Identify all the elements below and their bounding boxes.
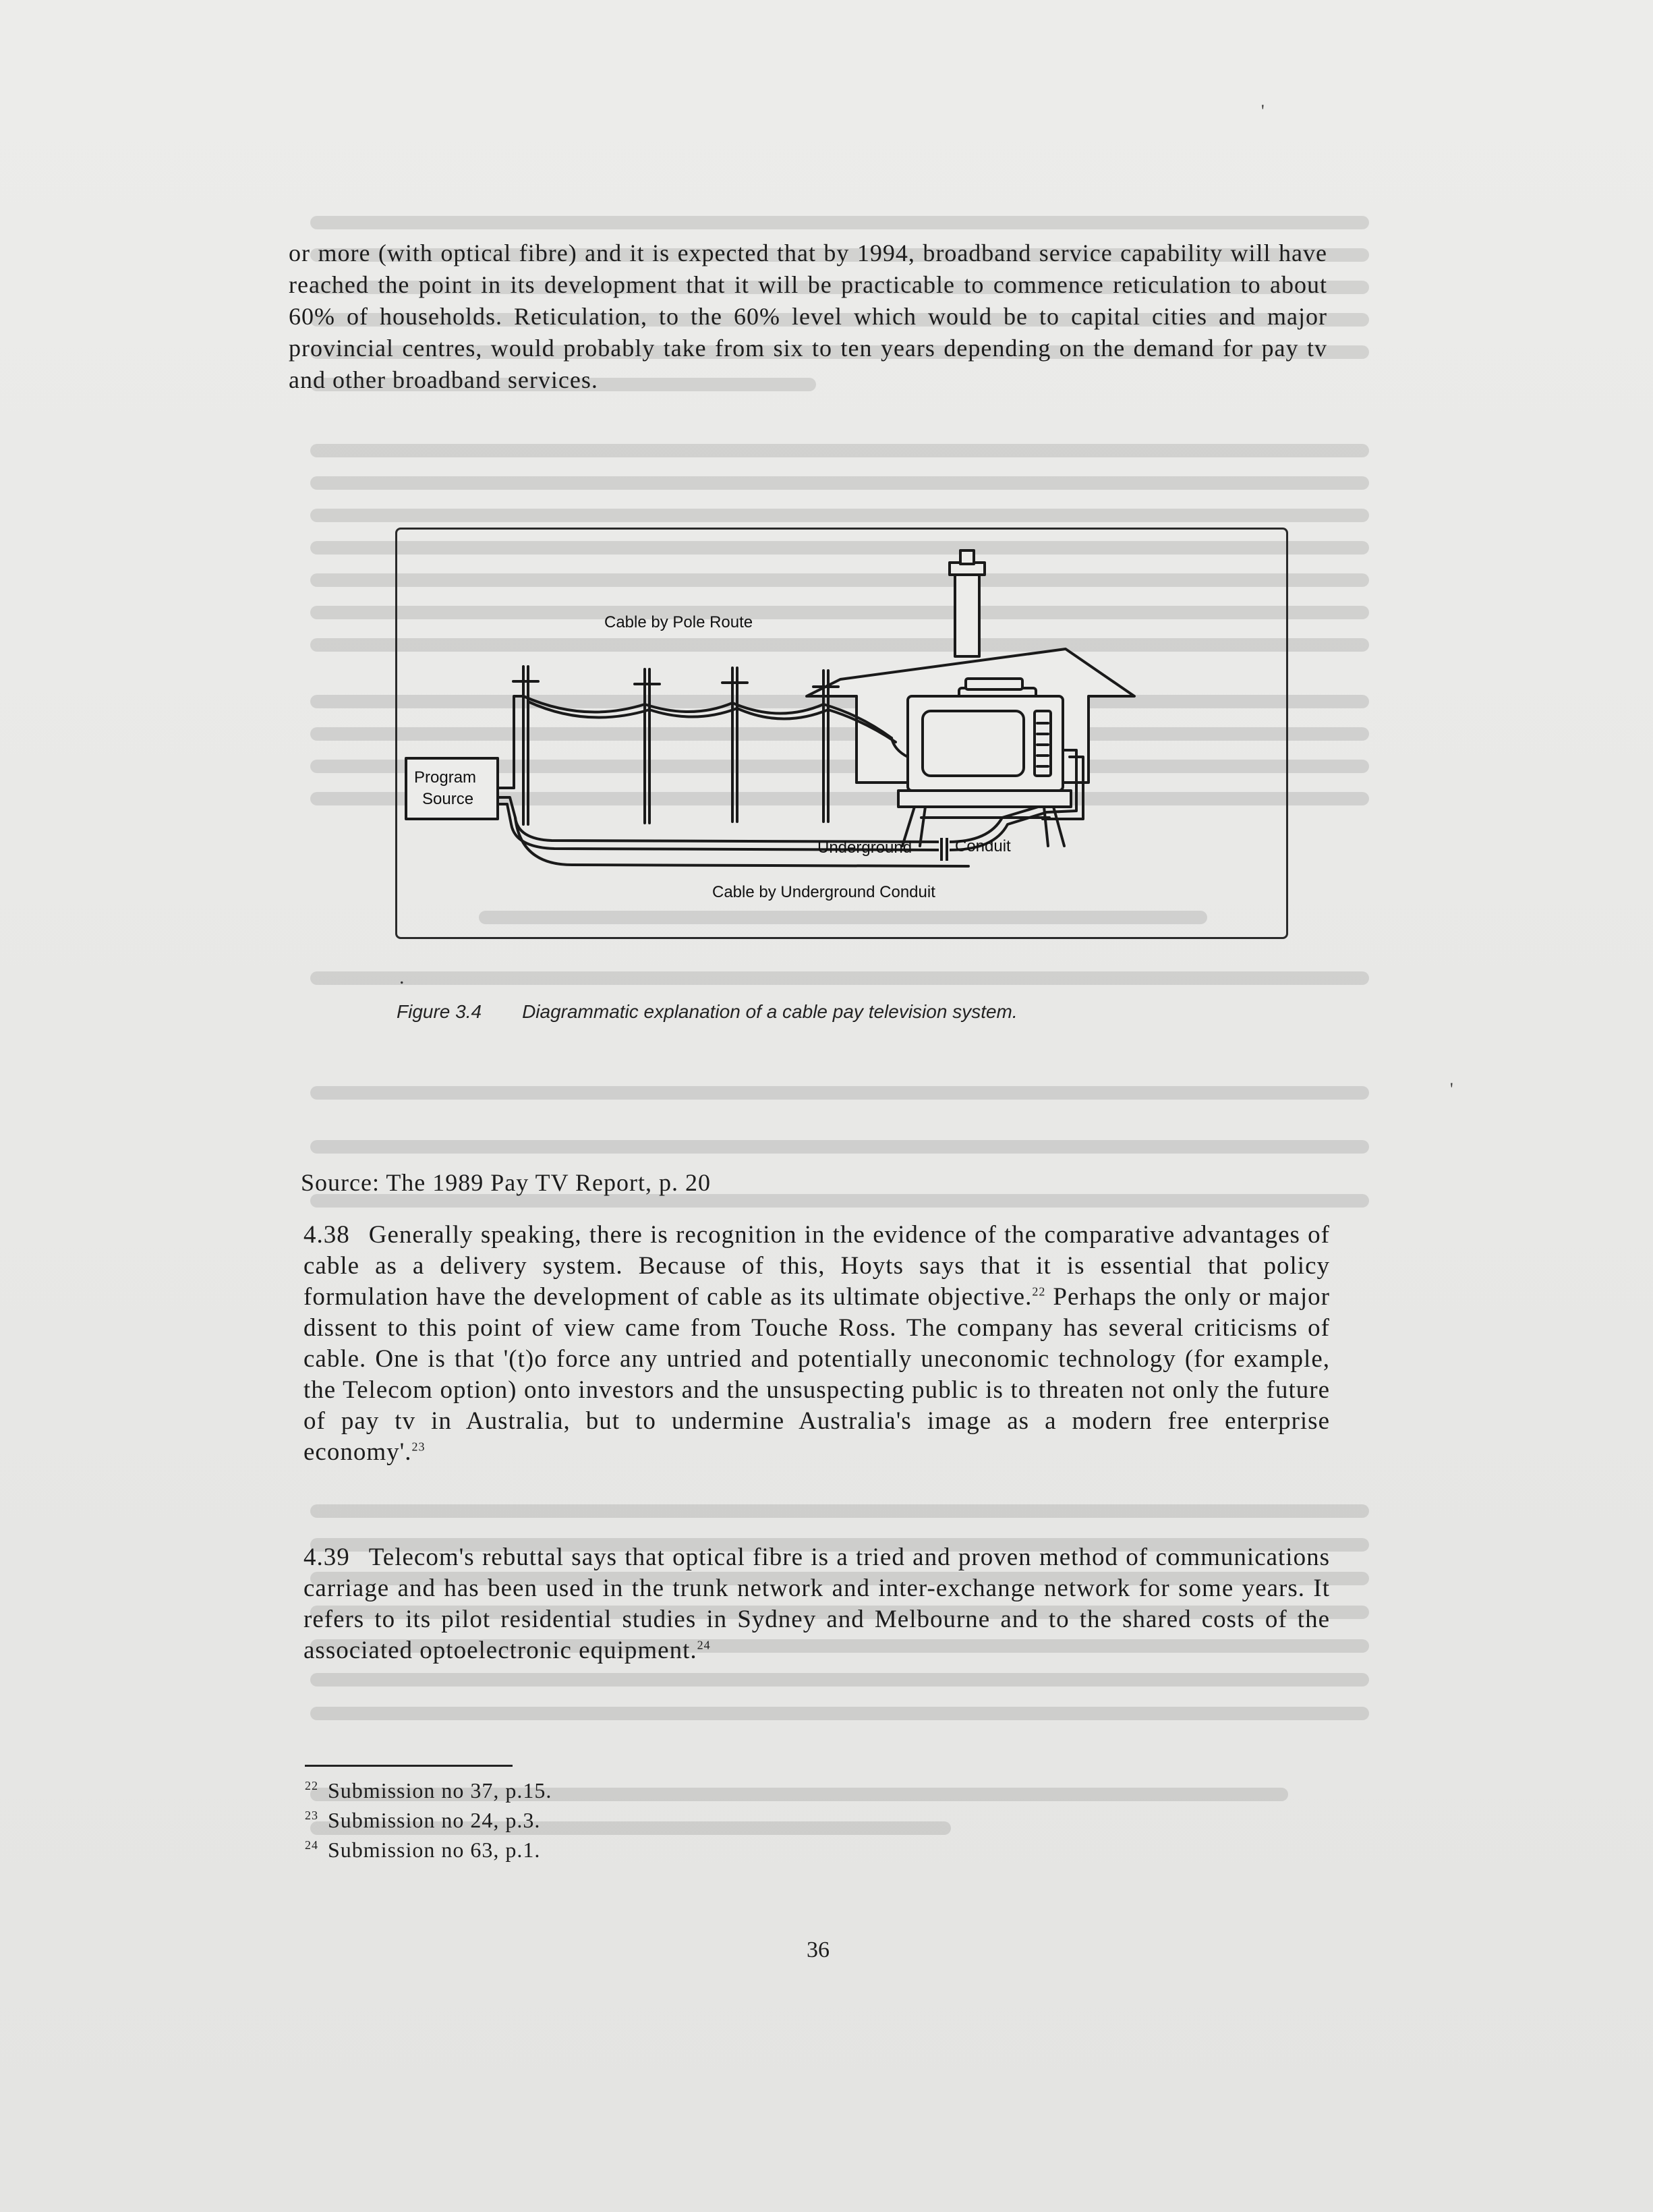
utility-poles — [513, 667, 838, 824]
source-citation: Source: The 1989 Pay TV Report, p. 20 — [301, 1169, 711, 1196]
footnote-number: 24 — [305, 1838, 318, 1852]
label-conduit: Conduit — [955, 837, 1011, 855]
paragraph-number: 4.39 — [303, 1543, 350, 1571]
figure-number: Figure 3.4 — [397, 1001, 482, 1022]
paragraph-text: Telecom's rebuttal says that optical fibre is a tried and proven method of communications carriage and has been used in the trunk network and inter-exchange network for some years. It refers to its pilot residential studies in Sydney and Melbourne and to the shared costs of the associated optoelectronic equipment. — [303, 1543, 1330, 1664]
program-source-box — [406, 758, 498, 819]
footnote-number: 23 — [305, 1809, 318, 1823]
figure-caption — [397, 1001, 1018, 1023]
stray-mark: . — [399, 966, 405, 988]
footnote-ref[interactable]: 22 — [1032, 1284, 1046, 1299]
footnote-item — [305, 1838, 540, 1863]
paragraph-4-38 — [303, 1220, 1330, 1468]
television-set — [898, 679, 1071, 846]
chimney — [955, 572, 979, 656]
footnote-ref[interactable]: 24 — [697, 1638, 711, 1652]
footnote-divider — [305, 1765, 513, 1767]
footnote-ref[interactable]: 23 — [411, 1440, 426, 1454]
paragraph-4-39 — [303, 1542, 1330, 1666]
stray-mark: ' — [1261, 101, 1265, 121]
footnote-number: 22 — [305, 1779, 318, 1793]
figure-title: Diagrammatic explanation of a cable pay television system. — [522, 1001, 1018, 1022]
intro-paragraph: or more (with optical fibre) and it is expected that by 1994, broadband service capability will have reached the point in its development that it will be practicable to commence reticulation to about 60% of households. Reticulation, to the 60% level which would be to capital cities and major provincial centres, would probably take from six to ten years depending on the demand for pay tv and other broadband services. — [289, 239, 1327, 393]
footnote-item — [305, 1808, 540, 1833]
label-underground: Underground — [817, 839, 912, 857]
cable-system-diagram — [395, 528, 1288, 939]
label-underground-conduit: Cable by Underground Conduit — [712, 883, 935, 901]
footnote-text: Submission no 24, p.3. — [328, 1808, 541, 1832]
label-program: Program — [414, 768, 477, 787]
footnote-text: Submission no 63, p.1. — [328, 1838, 541, 1862]
paragraph-number: 4.38 — [303, 1221, 350, 1249]
stray-mark: ' — [1450, 1079, 1453, 1099]
footnote-text: Submission no 37, p.15. — [328, 1778, 552, 1803]
label-pole-route: Cable by Pole Route — [604, 613, 753, 631]
label-source: Source — [422, 790, 474, 808]
page-number: 36 — [807, 1937, 830, 1962]
paragraph-text: Generally speaking, there is recognition in the evidence of the comparative advantages of cable as a delivery system. Because of this, Hoyts says that it is essential that policy formulation have the development of cable as its ultimate objective. — [303, 1221, 1330, 1311]
footnote-item — [305, 1778, 552, 1803]
paragraph-text: Perhaps the only or major dissent to this point of view came from Touche Ross. The company has several criticisms of cable. One is that '(t)o force any untried and potentially uneconomic technology (for example, the Telecom option) onto investors and the unsuspecting public is to threaten not only the future of pay tv in Australia, but to undermine Australia's image as a modern free enterprise economy'. — [303, 1283, 1331, 1466]
